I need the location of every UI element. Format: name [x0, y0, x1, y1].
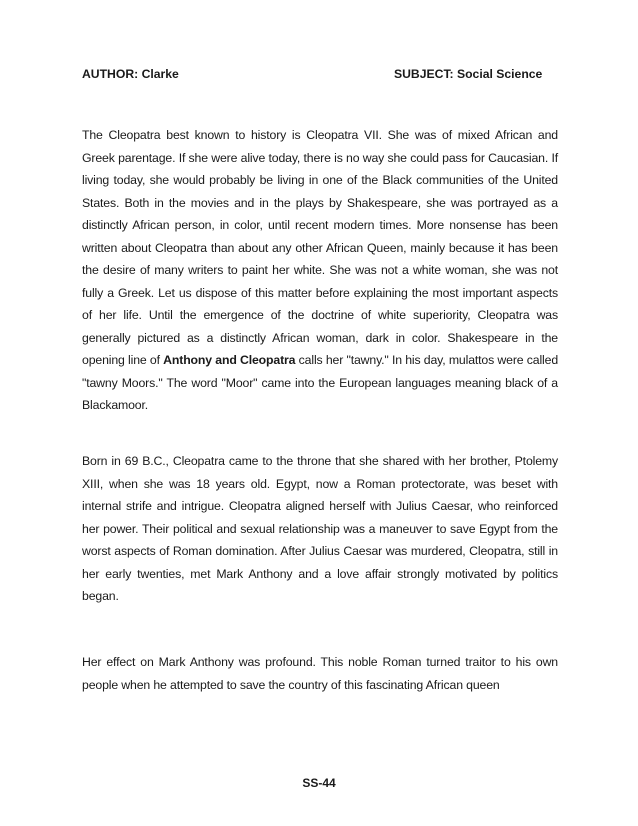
paragraph-mark-anthony: Her effect on Mark Anthony was profound. This noble Roman turned traitor to his own people when he attempted to save the country of this fascinating African queen	[82, 655, 558, 692]
paragraph-cleopatra-intro	[82, 124, 558, 417]
paragraph-text: The Cleopatra best known to history is Cleopatra VII. She was of mixed African and Greek parentage. If she were alive today, there is no way she could pass for Caucasian. If living today, she would probably be living in one of the Black communities of the United States. Both in the movies and in the plays by Shakespeare, she was portrayed as a distinctly African person, in color, until recent modern times. More nonsense has been written about Cleopatra than about any other African Queen, mainly because it has been the desire of many writers to paint her white. She was not a white woman, she was not fully a Greek. Let us dispose of this matter before explaining the most important aspects of her life. Until the emergence of the doctrine of white superiority, Cleopatra was generally pictured as a distinctly African woman, dark in color. Shakespeare in the opening line of	[82, 128, 558, 367]
paragraph-text: calls her "tawny." In his day, mulattos were called "tawny Moors." The word "Moor" came into the European languages meaning black of a Blackamoor.	[82, 353, 559, 412]
author-label: AUTHOR: Clarke	[82, 67, 179, 81]
subject-label: SUBJECT: Social Science	[394, 67, 543, 81]
page-number: SS-44	[302, 776, 336, 790]
paragraph-cleopatra-reign: Born in 69 B.C., Cleopatra came to the throne that she shared with her brother, Ptolemy XIII, when she was 18 years old. Egypt, now a Roman protectorate, was beset with internal strife and intrigue. Cleopatra aligned herself with Julius Caesar, who reinforced her power. Their political and sexual relationship was a maneuver to save Egypt from the worst aspects of Roman domination. After Julius Caesar was murdered, Cleopatra, still in her early twenties, met Mark Anthony and a love affair strongly motivated by politics began.	[82, 454, 558, 603]
page-header	[82, 67, 558, 83]
play-title: Anthony and Cleopatra	[163, 353, 296, 367]
